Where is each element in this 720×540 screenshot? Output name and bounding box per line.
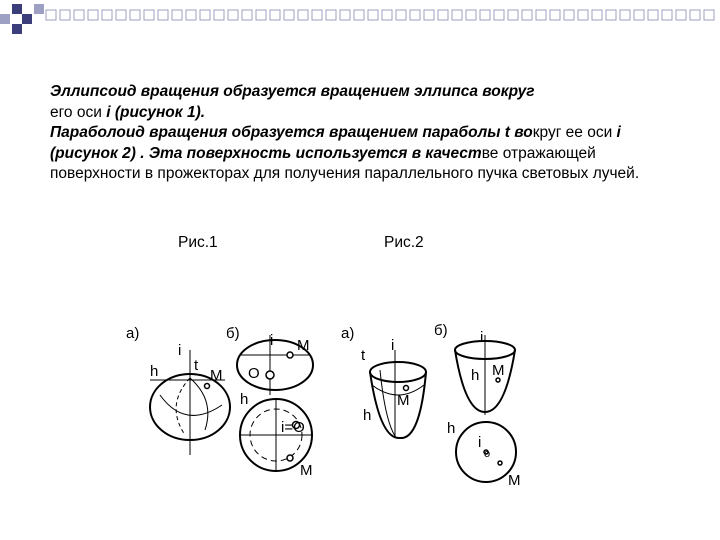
fig1b-label-O: O [248,365,260,382]
fig1-label-t: t [194,357,199,374]
fig2-sub-b: б) [434,322,448,339]
fig1b-label-h: h [240,391,249,408]
fig2b-label-M: M [492,362,505,379]
figure-2-label: Рис.2 [384,234,424,251]
fig1-axis-i: i [178,342,182,359]
fig1b-label-M: M [297,337,310,354]
figure-1-label: Рис.1 [178,234,218,251]
fig2b-label-M2: M [508,472,521,489]
fig1b-axis-i: i [270,332,274,349]
p2-normal: круг ее оси [532,124,617,141]
fig2b-label-o: o [484,448,491,460]
fig2b-label-h: h [471,367,480,384]
fig2b-label-h2: h [447,420,456,437]
fig2b-axis-i: i [480,329,484,346]
p2-normal2: ве отражающей поверхности в прожекторах для получения параллельного пучка световых лучей. [50,144,640,182]
fig2b-label-i: i [478,434,482,451]
p2-bold: Параболоид вращения образуется вращением параболы t во [50,124,533,141]
fig1-sub-a: а) [126,325,140,342]
fig2-label-h: h [363,407,372,424]
fig1b-label-i-equals-o: i=O [281,419,305,436]
fig1-label-h: h [150,363,159,380]
p2-bold2: i (рисунок 2) . Эта поверхность используется в качест [50,124,621,162]
fig2-axis-i: i [391,337,395,354]
fig1-sub-b: б) [226,325,240,342]
fig2-label-M: M [397,392,410,409]
p1-bold2: i (рисунок 1). [106,103,206,121]
p1-bold: Эллипсоид вращения образуется вращением эллипса вокруг [50,83,535,100]
ellipsoid-view-b [237,335,313,472]
p1-normal: его оси [50,103,107,121]
fig2-sub-a: а) [341,325,355,342]
fig1b-label-M2: M [300,462,313,479]
ellipsoid-view-a [150,350,230,455]
fig2-label-t: t [361,347,366,364]
fig1-label-M: M [210,367,223,384]
